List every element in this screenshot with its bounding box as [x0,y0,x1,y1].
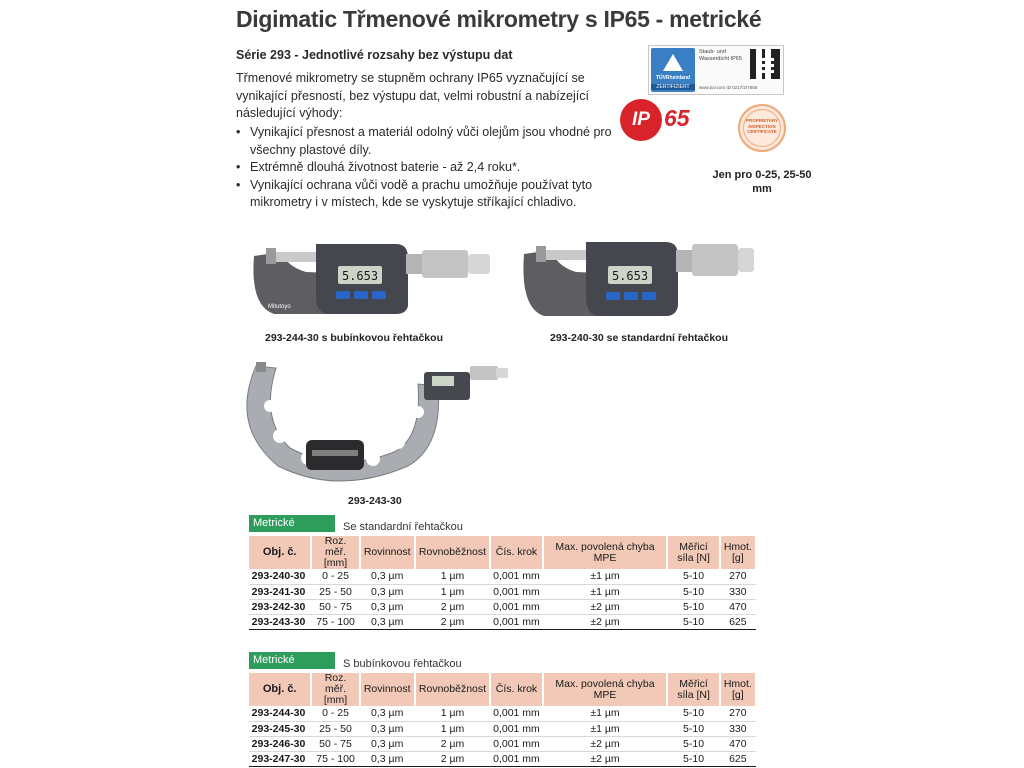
column-header: Obj. č. [249,673,311,706]
product-caption: 293-240-30 se standardní řehtačkou [550,332,728,344]
table-row: 293-240-30 0 - 25 0,3 µm 1 µm 0,001 mm ±1 µm 5-10 270 [249,569,756,584]
column-header: Rovnoběžnost [415,536,491,569]
benefit-item: • Extrémně dlouhá životnost baterie - až 2,4 roku*. [236,159,621,177]
table-row: 293-247-30 75 - 100 0,3 µm 2 µm 0,001 mm ±2 µm 5-10 625 [249,751,756,766]
ip-circle-icon: IP [620,99,662,141]
tab-metricke: Metrické [249,652,335,669]
benefits-list [236,124,621,212]
spec-table-drum [249,673,757,767]
table-description: Se standardní řehtačkou [343,521,463,533]
table-row: 293-241-30 25 - 50 0,3 µm 1 µm 0,001 mm ±1 µm 5-10 330 [249,584,756,599]
page-subtitle: Série 293 - Jednotlivé rozsahy bez výstupu dat [236,48,513,62]
spec-table-standard [249,536,757,630]
tuv-logo-icon [651,48,695,92]
column-header: Čís. krok [490,536,542,569]
table-row: 293-245-30 25 - 50 0,3 µm 1 µm 0,001 mm ±1 µm 5-10 330 [249,721,756,736]
table-row: 293-246-30 50 - 75 0,3 µm 2 µm 0,001 mm ±2 µm 5-10 470 [249,736,756,751]
column-header: Max. povolená chyba MPE [543,673,668,706]
ip-number: 65 [664,105,690,131]
column-header: Roz. měř. [mm] [311,673,359,706]
column-header: Hmot. [g] [720,536,756,569]
benefit-item: • Vynikající ochrana vůči vodě a prachu umožňuje používat tyto mikrometry i v místech, kde se vyskytuje stříkající chladivo. [236,177,621,212]
tuv-description: Staub- und Wasserdicht IP65 [699,49,742,62]
column-header: Rovinnost [360,536,415,569]
stamp-text: PROPRIETARY INSPECTION CERTIFICATE [745,118,778,134]
column-header: Měřicí síla [N] [667,673,719,706]
lcd-readout: 5.653 [341,269,379,283]
micrometer-image-243 [238,356,510,490]
tuv-name: TÜVRheinland [655,75,691,81]
qr-code-icon [750,49,780,79]
tab-metricke: Metrické [249,515,335,532]
table-row: 293-242-30 50 - 75 0,3 µm 2 µm 0,001 mm ±2 µm 5-10 470 [249,599,756,614]
table-row: 293-243-30 75 - 100 0,3 µm 2 µm 0,001 mm ±2 µm 5-10 625 [249,614,756,629]
range-note: Jen pro 0-25, 25-50 mm [712,169,812,195]
micrometer-image-244 [246,236,496,328]
column-header: Rovinnost [360,673,415,706]
ip65-badge [620,97,710,143]
tuv-zertifiziert: ZERTIFIZIERT [651,84,695,90]
table-description: S bubínkovou řehtačkou [343,658,462,670]
column-header: Čís. krok [490,673,542,706]
column-header: Měřicí síla [N] [667,536,719,569]
tuv-certificate [648,45,784,95]
lcd-readout: 5.653 [611,269,649,283]
column-header: Hmot. [g] [720,673,756,706]
benefit-item: • Vynikající přesnost a materiál odolný vůči olejům jsou vhodné pro všechny plastové díly. [236,124,621,159]
column-header: Obj. č. [249,536,311,569]
page-title: Digimatic Třmenové mikrometry s IP65 - metrické [236,6,762,32]
tuv-footer: www.tuv.com ID 0217/2/7656 [699,85,758,90]
inspection-certificate-stamp-icon [738,104,786,152]
svg-text:Mitutoyo: Mitutoyo [268,304,291,310]
column-header: Roz. měř. [mm] [311,536,359,569]
product-caption: 293-244-30 s bubínkovou řehtačkou [265,332,443,344]
column-header: Rovnoběžnost [415,673,491,706]
micrometer-image-240 [518,236,756,328]
table-row: 293-244-30 0 - 25 0,3 µm 1 µm 0,001 mm ±1 µm 5-10 270 [249,706,756,721]
product-caption: 293-243-30 [348,495,402,507]
intro-paragraph: Třmenové mikrometry se stupněm ochrany IP65 vyznačující se vynikající přesností, bez výstupu dat, velmi robustní a nabízející následující výhody: [236,71,589,120]
column-header: Max. povolená chyba MPE [543,536,668,569]
